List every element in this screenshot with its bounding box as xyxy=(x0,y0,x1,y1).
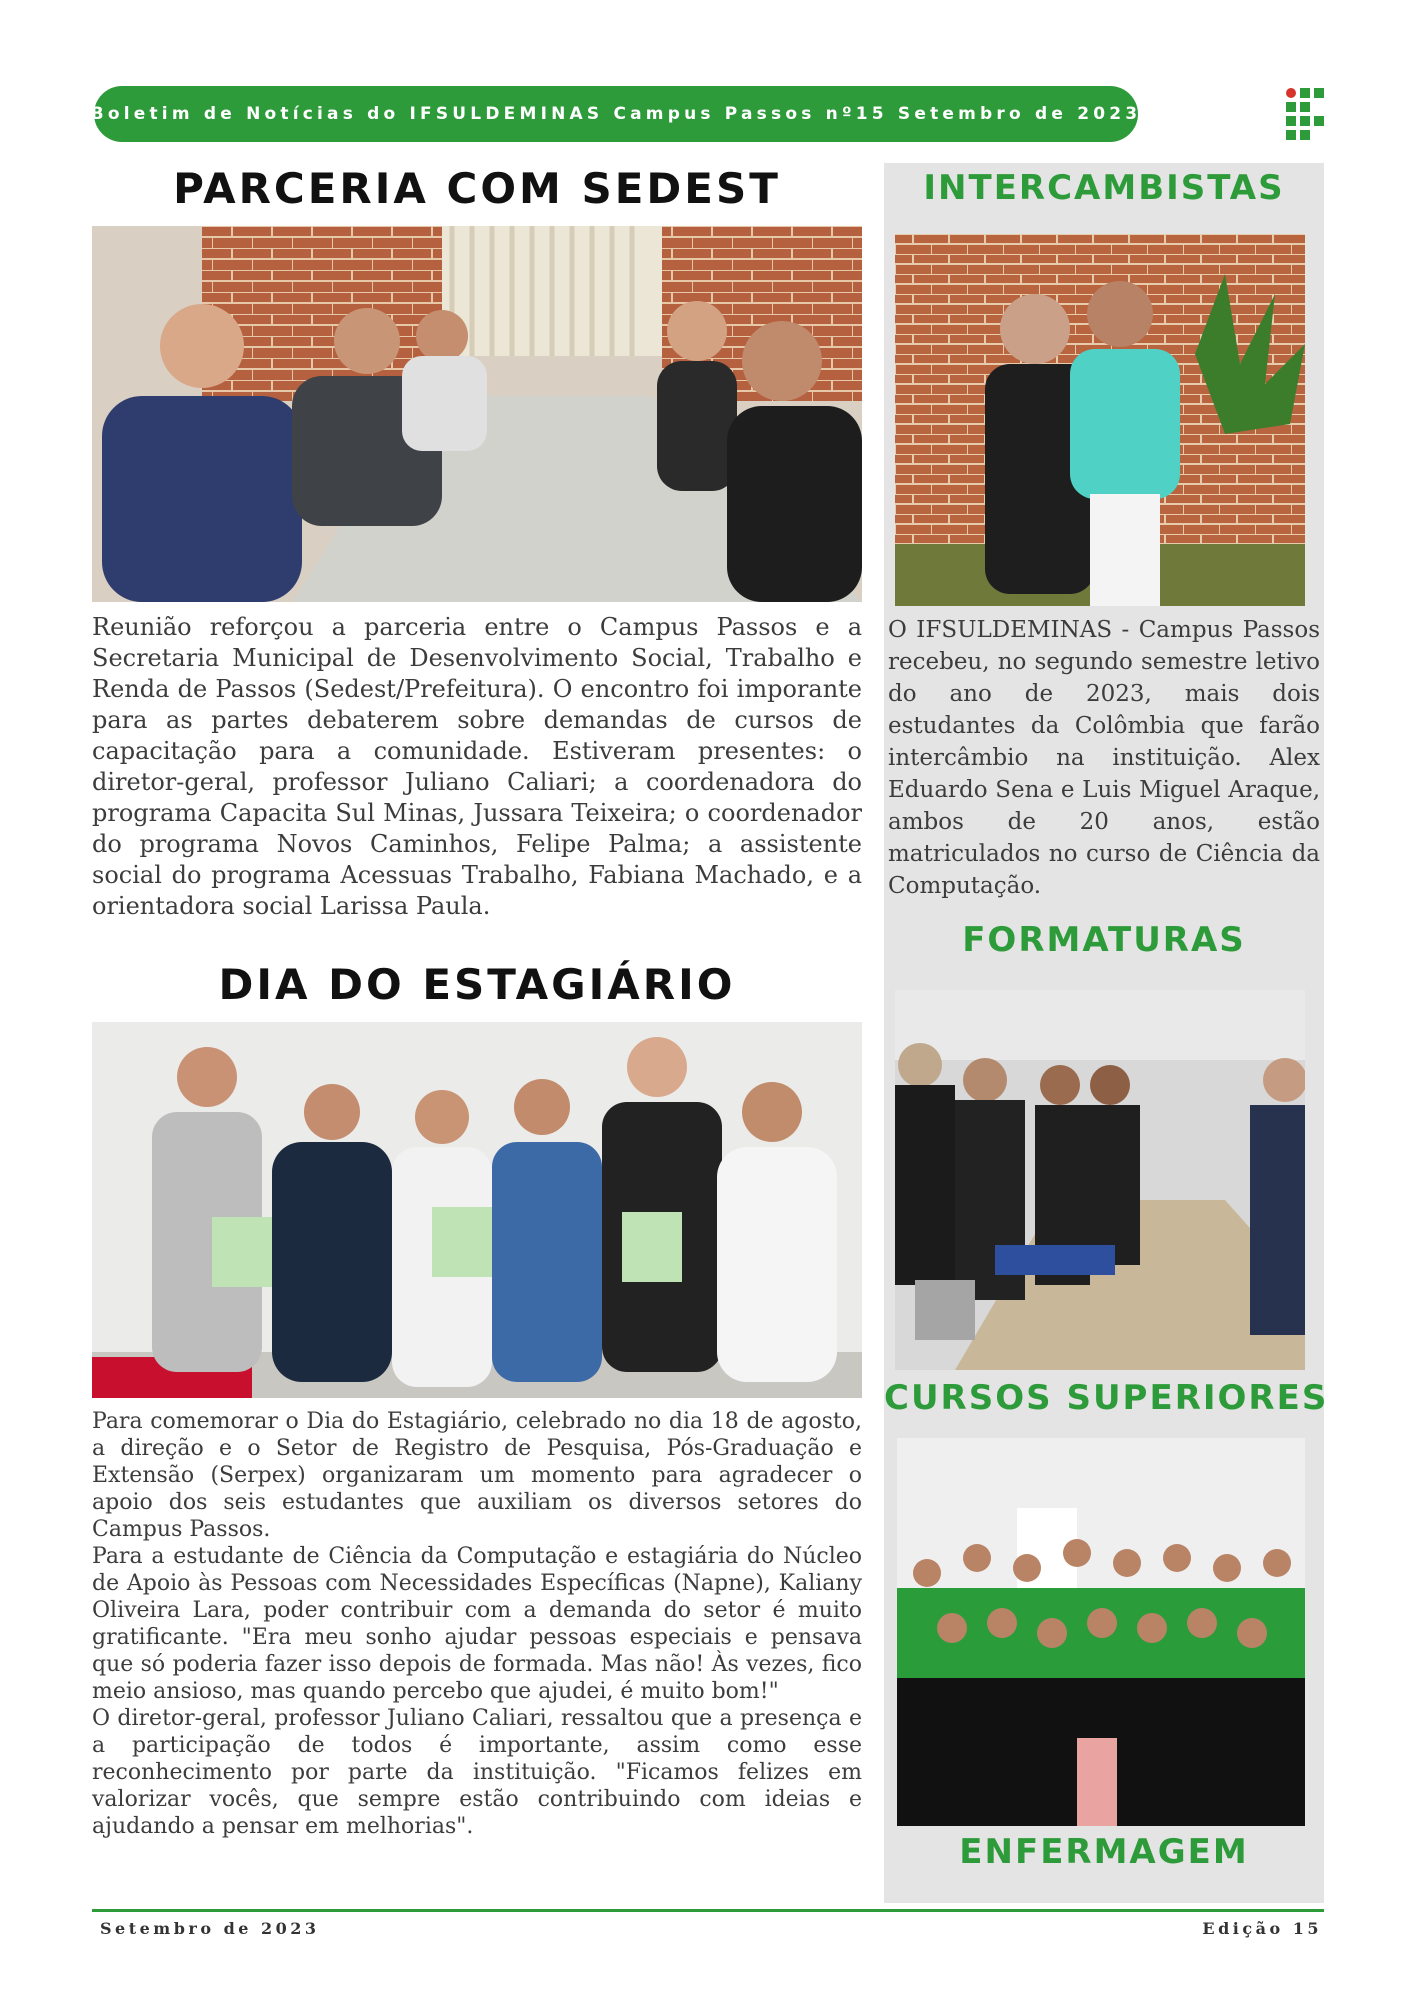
intercambistas-photo xyxy=(895,234,1305,606)
formaturas-title: FORMATURAS xyxy=(962,920,1246,960)
estagiario-paragraph-3: O diretor-geral, professor Juliano Caliari, ressaltou que a presença e a participação de todos é importante, assim como esse reconhecimento por parte da instituição. "Ficamos felizes em valorizar vocês, que sempre estão contribuindo com ideias e ajudando a pensar em melhorias". xyxy=(92,1706,862,1839)
sedest-title: PARCERIA COM SEDEST xyxy=(173,164,781,213)
cursos-superiores-title: CURSOS SUPERIORES xyxy=(884,1378,1329,1418)
footer-date: Setembro de 2023 xyxy=(100,1919,320,1938)
estagiario-paragraph-2: Para a estudante de Ciência da Computação e estagiária do Núcleo de Apoio às Pessoas com Necessidades Específicas (Napne), Kaliany Oliveira Lara, poder contribuir com a demanda do setor é muito gratificante. "Era meu sonho ajudar pessoas especiais e pensava que só poderia fazer isso depois de formada. Mas não! Às vezes, fico meio ansioso, mas quando percebo que ajudei, é muito bom!" xyxy=(92,1544,862,1704)
newsletter-banner: Boletim de Notícias do IFSULDEMINAS Campus Passos nº15 Setembro de 2023 xyxy=(94,86,1138,142)
enfermagem-title: ENFERMAGEM xyxy=(959,1832,1249,1872)
enfermagem-graduates-photo xyxy=(897,1438,1305,1826)
intercambistas-article-text: O IFSULDEMINAS - Campus Passos recebeu, no segundo semestre letivo do ano de 2023, mais dois estudantes da Colômbia que farão intercâmbio na instituição. Alex Eduardo Sena e Luis Miguel Araque, ambos de 20 anos, estão matriculados no curso de Ciência da Computação. xyxy=(888,617,1320,899)
intercambistas-title: INTERCAMBISTAS xyxy=(923,168,1285,208)
sedest-meeting-photo xyxy=(92,226,862,602)
if-logo xyxy=(1286,88,1326,142)
estagiario-title: DIA DO ESTAGIÁRIO xyxy=(218,960,736,1009)
formatura-ceremony-photo xyxy=(895,990,1305,1370)
footer-divider xyxy=(92,1909,1324,1912)
estagiario-group-photo xyxy=(92,1022,862,1398)
sedest-article-text: Reunião reforçou a parceria entre o Campus Passos e a Secretaria Municipal de Desenvolvimento Social, Trabalho e Renda de Passos (Sedest/Prefeitura). O encontro foi imporante para as partes debaterem sobre demandas de cursos de capacitação para a comunidade. Estiveram presentes: o diretor-geral, professor Juliano Caliari; a coordenadora do programa Capacita Sul Minas, Jussara Teixeira; o coordenador do programa Novos Caminhos, Felipe Palma; a assistente social do programa Acessuas Trabalho, Fabiana Machado, e a orientadora social Larissa Paula. xyxy=(92,613,862,920)
estagiario-article-text xyxy=(92,1408,862,1840)
footer-edition: Edição 15 xyxy=(1202,1919,1322,1938)
estagiario-paragraph-1: Para comemorar o Dia do Estagiário, celebrado no dia 18 de agosto, a direção e o Setor de Registro de Pesquisa, Pós-Graduação e Extensão (Serpex) organizaram um momento para agradecer o apoio dos seis estudantes que auxiliam os diversos setores do Campus Passos. xyxy=(92,1409,862,1542)
